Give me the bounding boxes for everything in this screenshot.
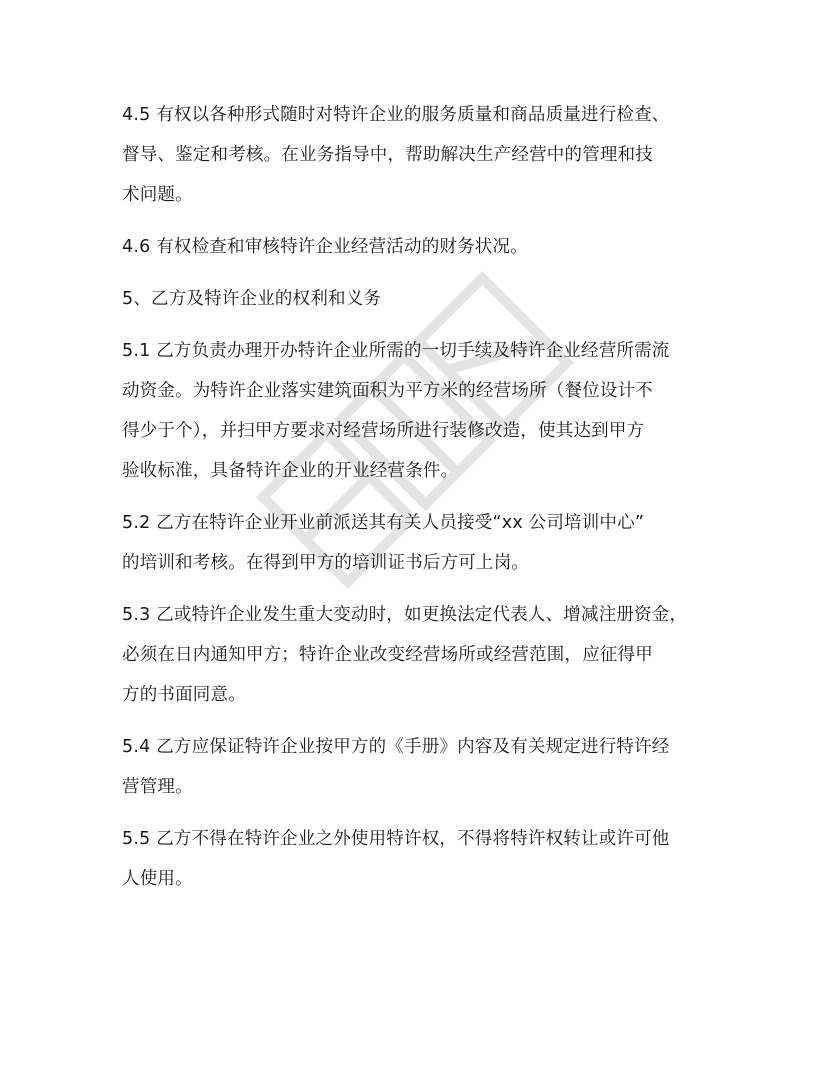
- text-line: 动资金。为特许企业落实建筑面积为平方米的经营场所（餐位设计不: [122, 381, 653, 401]
- text-line: 的培训和考核。在得到甲方的培训证书后方可上岗。: [122, 553, 530, 573]
- text-line: 方的书面同意。: [122, 685, 246, 705]
- clause-4-5: [122, 95, 730, 215]
- text-line: 4.5 有权以各种形式随时对特许企业的服务质量和商品质量进行检查、: [122, 105, 670, 125]
- clause-5-1: [122, 331, 730, 491]
- text-line: 5.3 乙或特许企业发生重大变动时，如更换法定代表人、增减注册资金，: [122, 605, 688, 625]
- text-line: 必须在日内通知甲方；特许企业改变经营场所或经营范围，应征得甲: [122, 645, 653, 665]
- text-line: 人使用。: [122, 869, 193, 889]
- text-line: 4.6 有权检查和审核特许企业经营活动的财务状况。: [122, 237, 528, 257]
- text-line: 5.2 乙方在特许企业开业前派送其有关人员接受“xx 公司培训中心”: [122, 513, 645, 533]
- text-line: 5.5 乙方不得在特许企业之外使用特许权，不得将特许权转让或许可他: [122, 829, 670, 849]
- text-line: 5.1 乙方负责办理开办特许企业所需的一切手续及特许企业经营所需流: [122, 341, 670, 361]
- text-line: 术问题。: [122, 185, 193, 205]
- text-line: 5.4 乙方应保证特许企业按甲方的《手册》内容及有关规定进行特许经: [122, 737, 670, 757]
- text-line: 督导、鉴定和考核。在业务指导中，帮助解决生产经营中的管理和技: [122, 145, 653, 165]
- text-line: 营管理。: [122, 777, 193, 797]
- text-line: 5、乙方及特许企业的权利和义务: [122, 289, 382, 309]
- clause-4-6: [122, 227, 730, 267]
- clause-5-5: [122, 819, 730, 899]
- text-line: 得少于个），并扫甲方要求对经营场所进行装修改造，使其达到甲方: [122, 421, 645, 441]
- clause-5-3: [122, 595, 730, 715]
- text-line: 验收标准，具备特许企业的开业经营条件。: [122, 461, 459, 481]
- clause-5-4: [122, 727, 730, 807]
- clause-5-2: [122, 503, 730, 583]
- document-body: [122, 95, 730, 911]
- section-heading-5: [122, 279, 730, 319]
